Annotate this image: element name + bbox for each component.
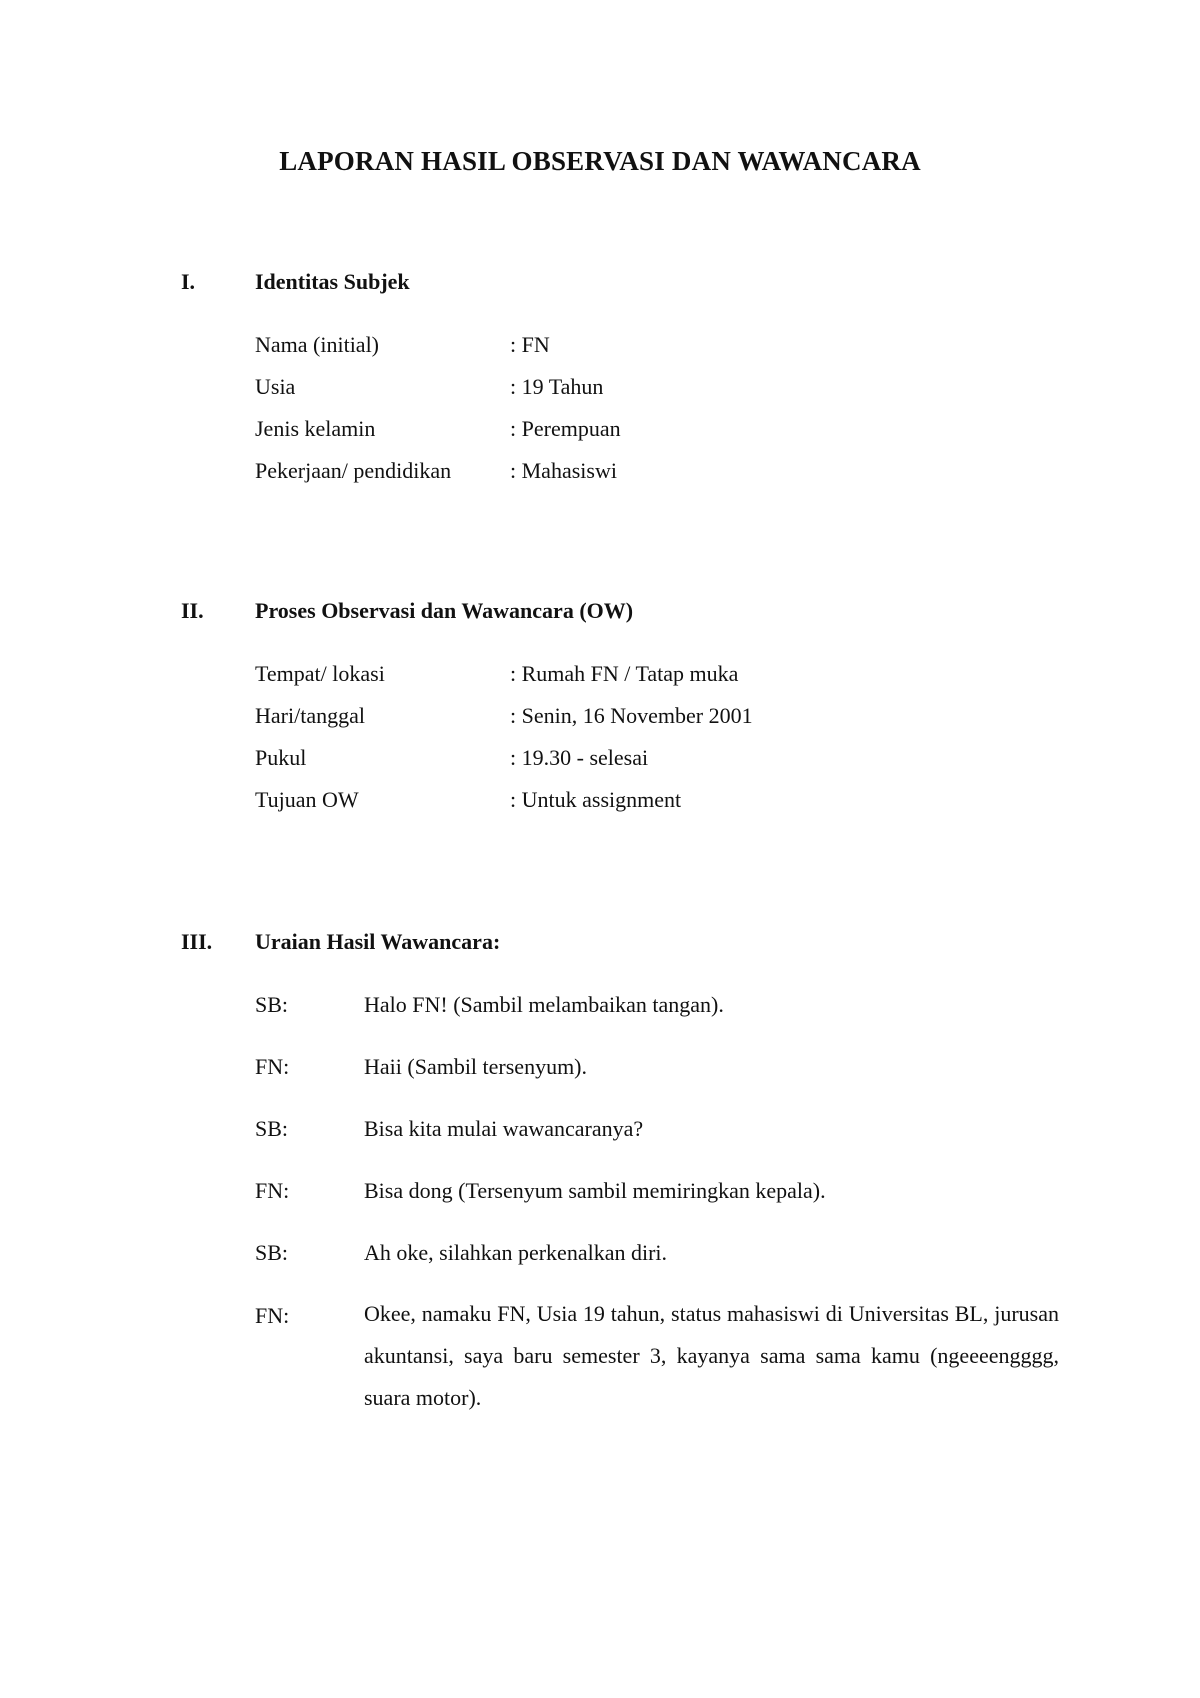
field-value: : Rumah FN / Tatap muka	[510, 661, 739, 686]
field-label: Usia	[255, 374, 296, 399]
dialogue-text: Ah oke, silahkan perkenalkan diri.	[364, 1240, 668, 1265]
section-1-heading: Identitas Subjek	[255, 269, 410, 294]
field-value: : FN	[510, 332, 550, 357]
section-1-number: I.	[181, 269, 196, 294]
field-label: Tujuan OW	[255, 787, 359, 812]
field-value: : Untuk assignment	[510, 787, 682, 812]
field-label: Hari/tanggal	[255, 703, 365, 728]
field-value: : 19 Tahun	[510, 374, 604, 399]
field-value: : Perempuan	[510, 416, 621, 441]
field-value: : 19.30 - selesai	[510, 745, 649, 770]
field-label: Pekerjaan/ pendidikan	[255, 458, 452, 483]
field-label: Tempat/ lokasi	[255, 661, 385, 686]
document-title: LAPORAN HASIL OBSERVASI DAN WAWANCARA	[279, 146, 921, 176]
dialogue-text: Halo FN! (Sambil melambaikan tangan).	[364, 992, 724, 1017]
section-2-heading: Proses Observasi dan Wawancara (OW)	[255, 598, 634, 623]
dialogue-text: Haii (Sambil tersenyum).	[364, 1054, 588, 1079]
section-3-heading: Uraian Hasil Wawancara:	[255, 929, 501, 954]
field-label: Pukul	[255, 745, 307, 770]
dialogue-speaker: FN:	[255, 1303, 290, 1328]
dialogue-speaker: SB:	[255, 1116, 289, 1141]
field-value: : Mahasiswi	[510, 458, 617, 483]
dialogue-speaker: SB:	[255, 1240, 289, 1265]
section-3-number: III.	[181, 929, 213, 954]
dialogue-speaker: FN:	[255, 1054, 290, 1079]
dialogue-text: Bisa kita mulai wawancaranya?	[364, 1116, 644, 1141]
dialogue-text: Bisa dong (Tersenyum sambil memiringkan kepala).	[364, 1178, 826, 1203]
dialogue-speaker: SB:	[255, 992, 289, 1017]
field-label: Jenis kelamin	[255, 416, 376, 441]
field-value: : Senin, 16 November 2001	[510, 703, 753, 728]
field-label: Nama (initial)	[255, 332, 380, 357]
section-2-number: II.	[181, 598, 204, 623]
dialogue-speaker: FN:	[255, 1178, 290, 1203]
dialogue-text: Okee, namaku FN, Usia 19 tahun, status mahasiswi di Universitas BL, jurusan akuntansi, saya baru semester 3, kayanya sama sama kamu (ngeeeengggg, suara motor).	[364, 1301, 1059, 1410]
